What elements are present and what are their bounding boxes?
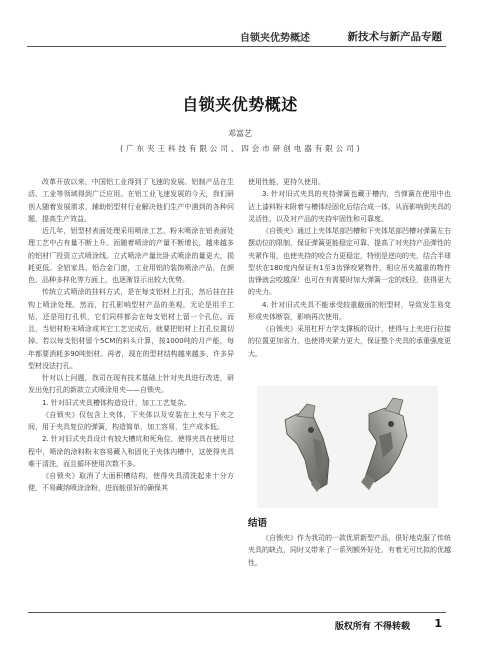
paragraph: 使用性能，更持久使用。 <box>248 178 325 186</box>
header-rule <box>27 46 446 47</box>
paragraph: 3. 针对旧式夹具的夹持弹簧也藏于槽内，当弹簧在使用中也沾上漆料粉末附着与槽体经固化后结合成一体，从而影响到夹具的灵活性，以及对产品的夹持牢固性和可靠度。 <box>248 190 451 223</box>
paragraph: 2. 针对旧式夹具设计有较大槽坑和死角位，使得夹具在使用过程中，喷涂的涂料粉末容易藏入和固化于夹体内槽中，这使得夹具难于清洗，而且循环使用次数不多。 <box>28 435 234 468</box>
header-journal-section: 新技术与新产品专题 <box>347 31 442 43</box>
paragraph: 近几年，铝型材表面处理采用喷涂工艺，粉末喷涂在铝表面处理工艺中占有量不断上升。而随着喷涂的产量不断增长，越来越多的铝材厂投资立式喷涂线。立式喷涂产量比卧式喷涂的量更大，损耗更低。全铝家具、铝合金门窗，工业用铝的装饰喷涂产品，在颜色、品种多样化等方面上，也逐渐显示出较大优势。 <box>28 227 234 284</box>
paragraph: 《自锁夹》仅包含上夹体，下夹体以及安装在上夹与下夹之间，用于夹具复位的弹簧，构造简单，加工容易，生产成本低。 <box>28 410 234 431</box>
article-title: 自锁夹优势概述 <box>182 95 298 114</box>
paragraph: 《自锁夹》取消了大面积槽结构，使得夹具清洗起来十分方便，不易藏纳喷涂涂粉，进而能很好的确保其 <box>28 472 234 493</box>
paragraph: 《自锁夹》作为我司的一款优质新型产品，很好地克服了传统夹具的缺点，同时又带来了一系列额外好处，有着无可比拟的优越性。 <box>248 534 451 567</box>
footer-rule <box>28 612 446 613</box>
page-footer <box>0 612 480 642</box>
page-number: 1 <box>434 617 442 630</box>
paragraph: 针对以上问题，我司在现有技术基础上针对夹具进行改进，研发出免打孔的新款立式喷涂用夹——自锁夹。 <box>28 374 234 395</box>
clip-product-photo <box>257 386 438 508</box>
header-section-title: 自锁夹优势概述 <box>240 33 310 44</box>
article-affiliation: ( 广 东 夹 王 科 技 有 限 公 司 、 四 会 市 研 创 电 器 有 限 公 司 ) <box>120 144 360 153</box>
running-header <box>0 0 480 52</box>
conclusion-text <box>248 532 451 569</box>
paragraph: 《自锁夹》采用杠杆力学支撑板的设计，使得与上夹进行拉接的位置更加省力，也使得夹紧力更大，保证整个夹具的承重强度更大。 <box>248 325 451 358</box>
article-author: 邓富艺 <box>228 129 252 138</box>
copyright-notice: 版权所有 不得转载 <box>334 622 410 632</box>
right-column <box>248 176 451 360</box>
paragraph: 1. 针对旧式夹具槽体构造设计，加工工艺复杂。 <box>42 398 191 407</box>
paragraph: 4. 针对旧式夹具不能承受较重截面的铝型材，导致发生易变形或夹体断裂，影响再次使用。 <box>248 300 451 321</box>
conclusion-heading: 结语 <box>248 518 268 529</box>
paragraph: 改革开放以来，中国铝工业得到了飞速的发展。铝制产品在生活、工业等领域得到广泛应用。在铝工业飞速发展的今天，我们研创人随着发展需求，辅助铝型材行业解决他们生产中遇到的各种问题，提高生产效益。 <box>28 178 234 223</box>
paragraph: 《自锁夹》通过上夹体尾部凹槽和下夹体尾部凹槽对弹簧左右摆动位的限制，保证弹簧更能稳定可靠，提高了对夹持产品弹性的夹紧作用，也使夹持的咬合力更稳定，特别是逆向的夹，结合半球型状在180度内保证有1至3齿锋咬紧物件，相应吊夹越重的物件齿锋就会咬越深！也可在有需要时加大弹簧一定的线径，获得更大的夹力。 <box>248 227 451 297</box>
paragraph: 传统立式喷涂的挂料方式，是在每支铝材上打孔，然后挂在挂钩上喷涂处理。然而，打孔影响型材产品的美观，无论是用手工钻，还是用打孔机，它们同样都会在每支铝材上留一个孔位。而且，当铝材粉末喷涂或其它工艺完成后，就要把铝材上打孔位置切掉。若以每支铝材留个5CM的料头计算，按1000吨的月产能，每年都要消耗多90吨铝材。再者，现在的型材结构越来越多，许多异型材没法打孔。 <box>28 288 234 370</box>
left-column <box>28 176 234 495</box>
